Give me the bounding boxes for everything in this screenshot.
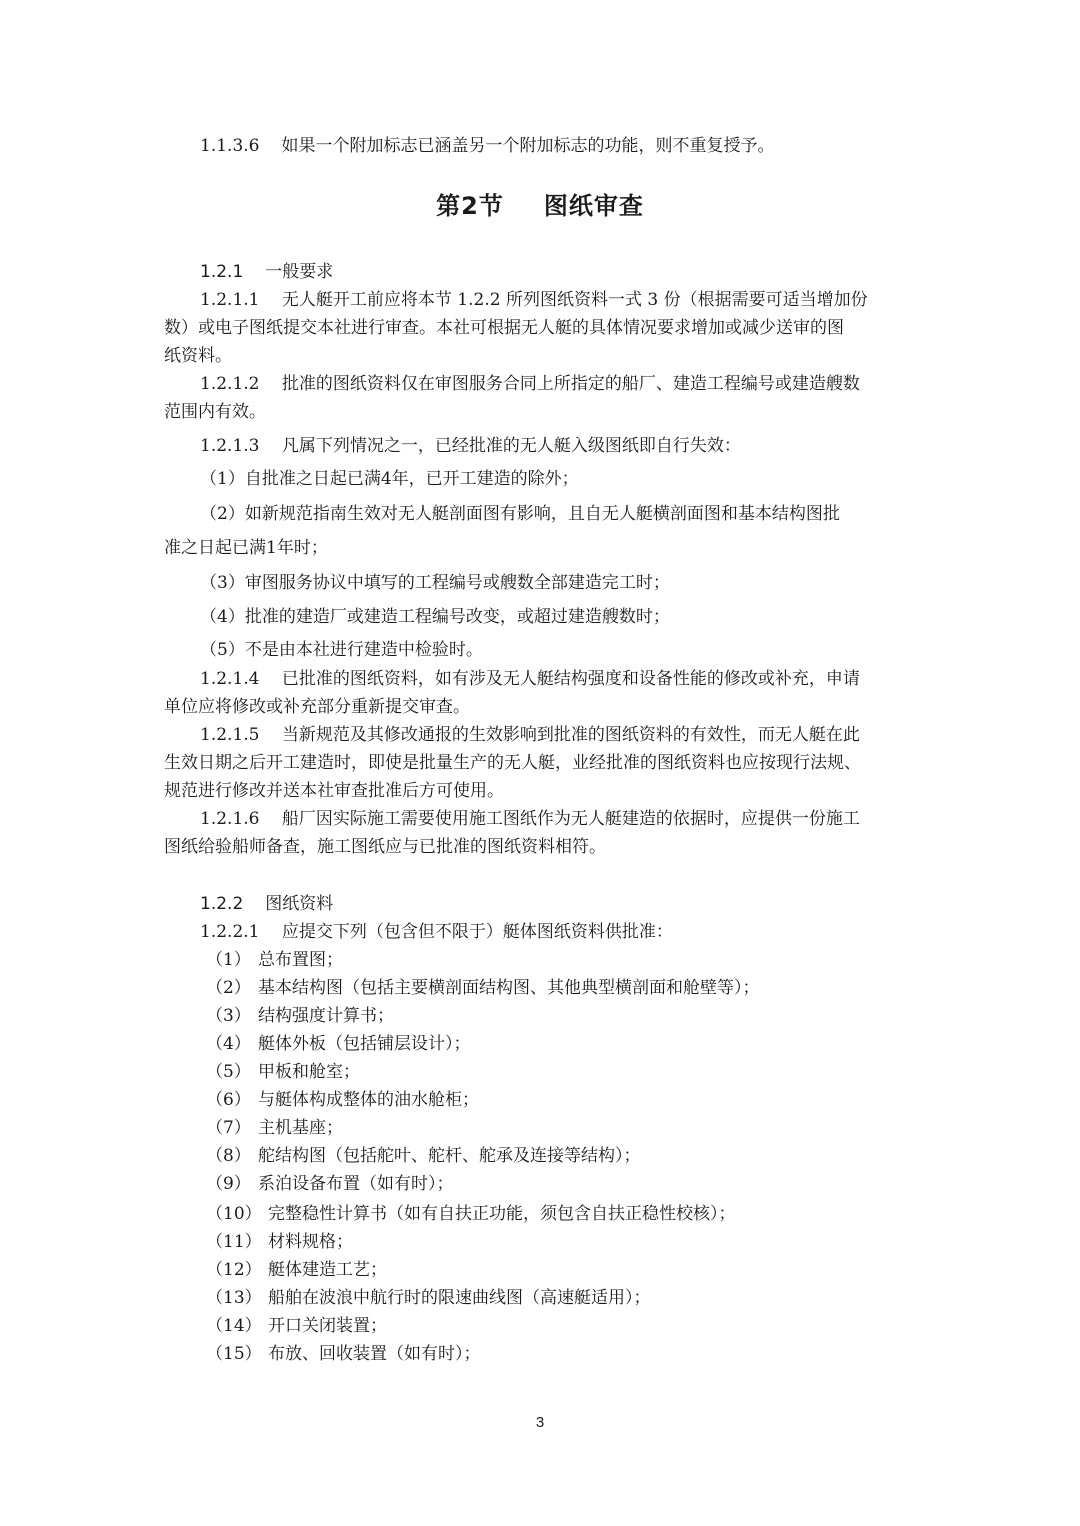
paragraph-line: 生效日期之后开工建造时，即使是批量生产的无人艇，业经批准的图纸资料也应按现行法规、 <box>164 753 861 773</box>
list-item: （8） 舵结构图（包括舵叶、舵杆、舵承及连接等结构）； <box>206 1146 641 1166</box>
list-item: （14） 开口关闭装置； <box>206 1316 387 1336</box>
paragraph-line: 图纸给验船师备查，施工图纸应与已批准的图纸资料相符。 <box>164 837 606 857</box>
list-item: （9） 系泊设备布置（如有时）； <box>206 1174 454 1194</box>
condition-line: （4）批准的建造厂或建造工程编号改变，或超过建造艘数时； <box>200 607 670 627</box>
heading-1-2-2 <box>200 890 333 918</box>
list-item: （2） 基本结构图（包括主要横剖面结构图、其他典型横剖面和舱壁等）； <box>206 978 760 998</box>
list-item: （10） 完整稳性计算书（如有自扶正功能，须包含自扶正稳性校核）； <box>206 1204 736 1224</box>
paragraph-line: 1.2.1.4 已批准的图纸资料，如有涉及无人艇结构强度和设备性能的修改或补充，申请 <box>200 669 860 689</box>
list-item: （15） 布放、回收装置（如有时）； <box>206 1344 481 1364</box>
list-item: （5） 甲板和舱室； <box>206 1062 360 1082</box>
clause-number: 1.1.3.6 <box>200 136 260 156</box>
paragraph-line: 1.2.1.6 船厂因实际施工需要使用施工图纸作为无人艇建造的依据时，应提供一份施工 <box>200 809 860 829</box>
clause-1-1-3-6 <box>200 132 924 160</box>
list-item: （1） 总布置图； <box>206 950 343 970</box>
paragraph-line: 单位应将修改或补充部分重新提交审查。 <box>164 697 470 717</box>
paragraph-line: 1.2.1.1 无人艇开工前应将本节 1.2.2 所列图纸资料一式 3 份（根据需要可适当增加份 <box>200 290 868 310</box>
paragraph-line: 1.2.1.5 当新规范及其修改通报的生效影响到批准的图纸资料的有效性，而无人艇在此 <box>200 725 860 745</box>
paragraph-line: 1.2.1.3 凡属下列情况之一，已经批准的无人艇入级图纸即自行失效： <box>200 436 741 456</box>
section-title <box>0 186 1080 221</box>
condition-line: 准之日起已满1年时； <box>164 538 328 558</box>
list-item: （6） 与艇体构成整体的油水舱柜； <box>206 1090 479 1110</box>
page-number: 3 <box>535 1414 545 1431</box>
heading-number: 1.2.1 <box>200 262 244 282</box>
paragraph-line: 纸资料。 <box>164 346 232 366</box>
list-item: （3） 结构强度计算书； <box>206 1006 394 1026</box>
list-item: （7） 主机基座； <box>206 1118 343 1138</box>
paragraph-line: 数）或电子图纸提交本社进行审查。本社可根据无人艇的具体情况要求增加或减少送审的图 <box>164 318 844 338</box>
list-item: （4） 艇体外板（包括铺层设计）； <box>206 1034 471 1054</box>
condition-line: （3）审图服务协议中填写的工程编号或艘数全部建造完工时； <box>200 573 670 593</box>
list-item: （11） 材料规格； <box>206 1232 353 1252</box>
heading-title: 一般要求 <box>265 262 334 282</box>
condition-line: （5）不是由本社进行建造中检验时。 <box>200 640 483 660</box>
condition-line: （2）如新规范指南生效对无人艇剖面图有影响，且自无人艇横剖面图和基本结构图批 <box>200 504 840 524</box>
paragraph-line: 1.2.2.1 应提交下列（包含但不限于）艇体图纸资料供批准： <box>200 922 673 942</box>
paragraph-line: 规范进行修改并送本社审查批准后方可使用。 <box>164 781 504 801</box>
list-item: （13） 船舶在波浪中航行时的限速曲线图（高速艇适用）； <box>206 1288 651 1308</box>
condition-line: （1）自批准之日起已满4年，已开工建造的除外； <box>200 469 579 489</box>
section-label: 第2节 <box>436 192 504 220</box>
section-name: 图纸审查 <box>543 192 644 220</box>
heading-1-2-1 <box>200 258 333 286</box>
clause-text: 如果一个附加标志已涵盖另一个附加标志的功能，则不重复授予。 <box>281 136 775 156</box>
heading-title: 图纸资料 <box>265 894 334 914</box>
paragraph-line: 范围内有效。 <box>164 402 266 422</box>
heading-number: 1.2.2 <box>200 894 244 914</box>
list-item: （12） 艇体建造工艺； <box>206 1260 387 1280</box>
paragraph-line: 1.2.1.2 批准的图纸资料仅在审图服务合同上所指定的船厂、建造工程编号或建造艘数 <box>200 374 860 394</box>
